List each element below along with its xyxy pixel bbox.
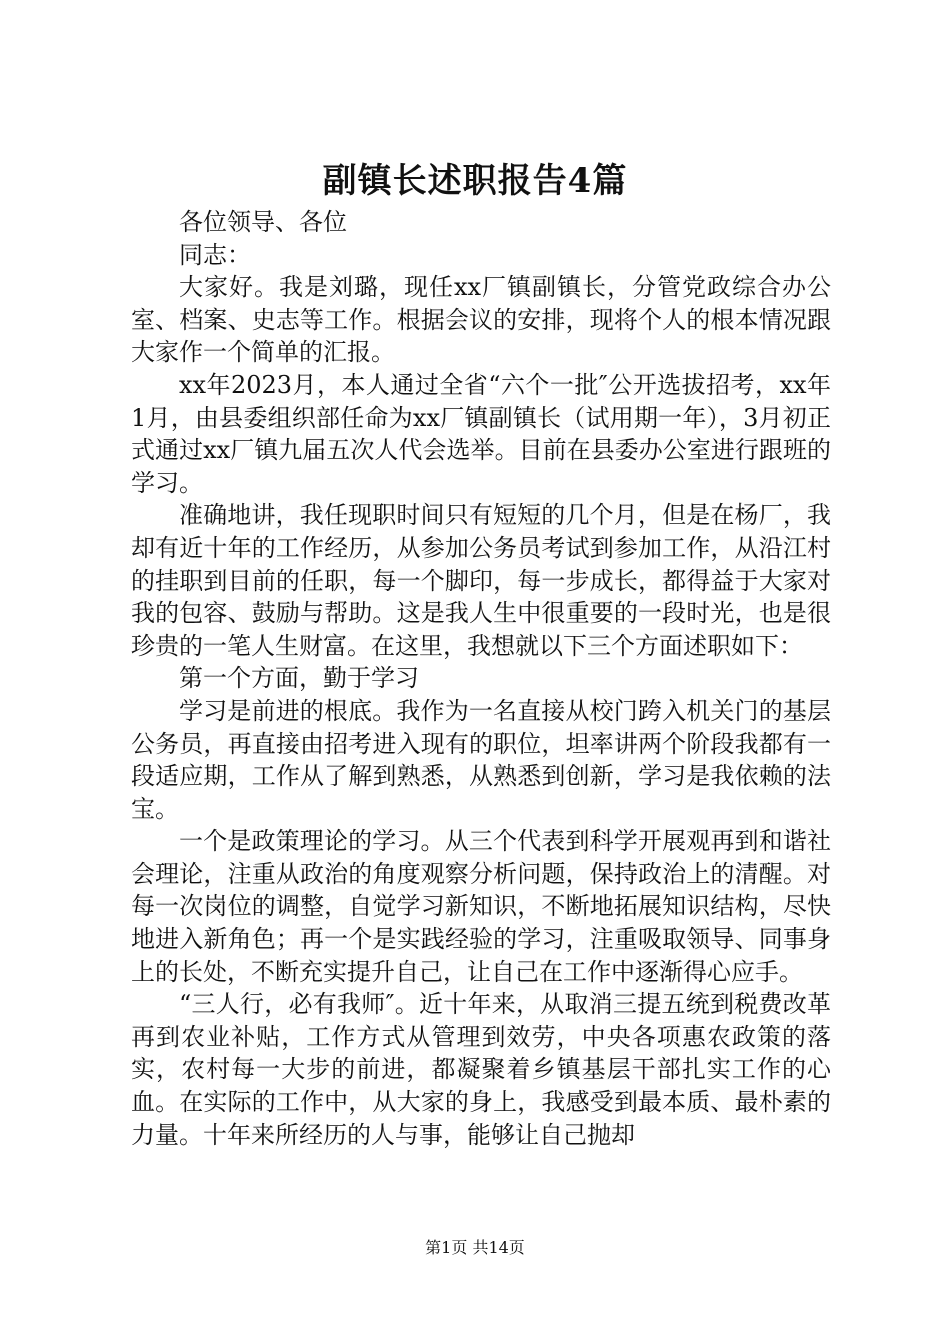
salutation-line-2: 同志： — [179, 240, 251, 269]
paragraph-appointment: xx年2023月，本人通过全省“六个一批″公开选拔招考，xx年1月，由县委组织部任命为xx厂镇副镇长（试用期一年），3月初正式通过xx厂镇九届五次人代会选举。目前在县委办公室进行跟班的学习。 — [131, 370, 831, 497]
document-title: 副镇长述职报告4篇 — [322, 161, 628, 201]
page-footer: 第1页 共14页 — [425, 1238, 525, 1257]
salutation-line-1: 各位领导、各位 — [179, 208, 347, 236]
document-body — [131, 206, 831, 1151]
section-heading-learning: 第一个方面，勤于学习 — [179, 664, 419, 693]
paragraph-intro: 大家好。我是刘璐，现任xx厂镇副镇长，分管党政综合办公室、档案、史志等工作。根据会议的安排，现将个人的根本情况跟大家作一个简单的汇报。 — [131, 273, 831, 367]
paragraph-policy-study: 一个是政策理论的学习。从三个代表到科学开展观再到和谐社会理论，注重从政治的角度观察分析问题，保持政治上的清醒。对每一次岗位的调整，自觉学习新知识，不断地拓展知识结构，尽快地进入新角色；再一个是实践经验的学习，注重吸取领导、同事身上的长处，不断充实提升自己，让自己在工作中逐渐得心应手。 — [131, 827, 831, 986]
paragraph-learning: 学习是前进的根底。我作为一名直接从校门跨入机关门的基层公务员，再直接由招考进入现有的职位，坦率讲两个阶段我都有一段适应期，工作从了解到熟悉，从熟悉到创新，学习是我依赖的法宝。 — [131, 696, 831, 823]
paragraph-three-people: “三人行，必有我师″。近十年来，从取消三提五统到税费改革再到农业补贴，工作方式从管理到效劳，中央各项惠农政策的落实，农村每一大步的前进，都凝聚着乡镇基层干部扎实工作的心血。在实际的工作中，从大家的身上，我感受到最本质、最朴素的力量。十年来所经历的人与事，能够让自己抛却 — [131, 990, 831, 1149]
paragraph-experience: 准确地讲，我任现职时间只有短短的几个月，但是在杨厂，我却有近十年的工作经历，从参加公务员考试到参加工作，从沿江村的挂职到目前的任职，每一个脚印，每一步成长，都得益于大家对我的包容、鼓励与帮助。这是我人生中很重要的一段时光，也是很珍贵的一笔人生财富。在这里，我想就以下三个方面述职如下： — [131, 501, 831, 660]
